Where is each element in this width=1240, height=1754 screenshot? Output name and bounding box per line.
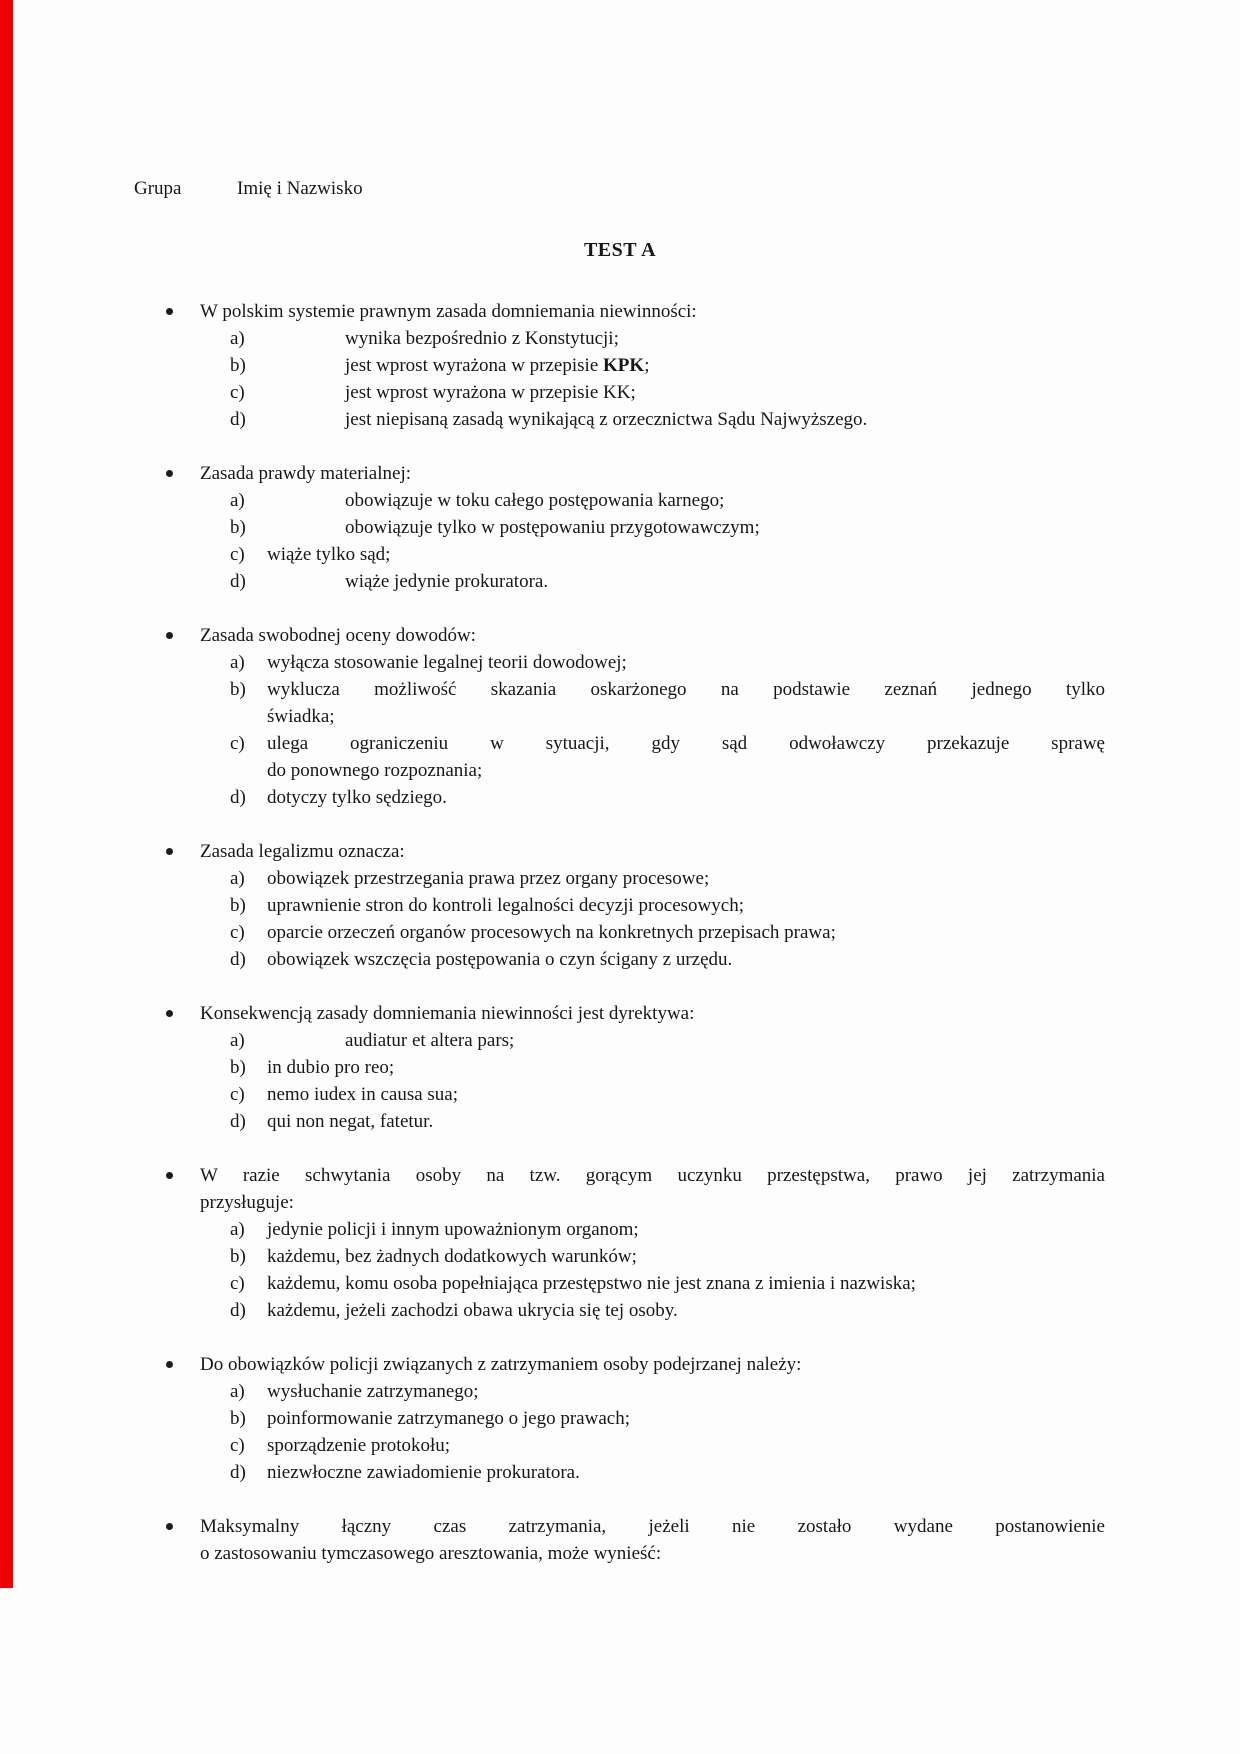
question-text [0,838,1240,865]
question-text-content [200,1513,1105,1567]
option-label: a) [230,490,245,511]
question [0,838,1240,973]
option-label: c) [230,1273,245,1294]
option [0,406,1240,433]
bullet-icon [166,1010,173,1017]
option [0,946,1240,973]
question [0,1351,1240,1486]
text-line: wyklucza możliwość skazania oskarżonego na podstawie zeznań jednego tylko [267,679,1105,700]
question [0,1162,1240,1324]
option [0,487,1240,514]
option-label: c) [230,544,245,565]
option [0,730,1240,784]
option-text: jedynie policji i innym upoważnionym organom; [267,1219,639,1240]
question-text [0,1351,1240,1378]
option [0,676,1240,730]
option [0,1378,1240,1405]
option-label: d) [230,571,246,592]
option-label: d) [230,1300,246,1321]
page-header [0,175,1240,202]
option-text: każdemu, komu osoba popełniająca przestępstwo nie jest znana z imienia i nazwiska; [267,1273,916,1294]
question-text [0,622,1240,649]
option-text: jest wprost wyrażona w przepisie KPK; [345,355,650,376]
option-text: obowiązuje tylko w postępowaniu przygotowawczym; [345,517,760,538]
option-text: jest wprost wyrażona w przepisie KK; [345,382,636,403]
option-label: d) [230,409,246,430]
option-label: b) [230,355,246,376]
option-text: in dubio pro reo; [267,1057,395,1078]
question-text [0,298,1240,325]
option-label: d) [230,1462,246,1483]
name-surname-label: Imię i Nazwisko [237,178,363,199]
questions [0,298,1240,1594]
option-label: c) [230,382,245,403]
option-text: wiąże tylko sąd; [267,544,391,565]
option-label: b) [230,1057,246,1078]
option-text: audiatur et altera pars; [345,1030,515,1051]
bullet-icon [166,1361,173,1368]
text-line: W razie schwytania osoby na tzw. gorącym uczynku przestępstwa, prawo jej zatrzymania [200,1165,1105,1186]
bullet-icon [166,308,173,315]
option-text: sporządzenie protokołu; [267,1435,451,1456]
text-line: ulega ograniczeniu w sytuacji, gdy sąd odwoławczy przekazuje sprawę [267,733,1105,754]
option-text: jest niepisaną zasadą wynikającą z orzecznictwa Sądu Najwyższego. [345,409,868,430]
option-label: d) [230,787,246,808]
option-text [267,730,1105,784]
option-text: obowiązek przestrzegania prawa przez organy procesowe; [267,868,710,889]
option-label: d) [230,1111,246,1132]
text-line: przysługuje: [200,1192,294,1213]
option-label: c) [230,1435,245,1456]
option-text: wyłącza stosowanie legalnej teorii dowodowej; [267,652,627,673]
bullet-icon [166,1523,173,1530]
option [0,892,1240,919]
option-text: nemo iudex in causa sua; [267,1084,459,1105]
option-text: każdemu, jeżeli zachodzi obawa ukrycia się tej osoby. [267,1300,678,1321]
option-text: wysłuchanie zatrzymanego; [267,1381,479,1402]
bullet-icon [166,1172,173,1179]
option-label: b) [230,517,246,538]
option [0,379,1240,406]
option-text: obowiązuje w toku całego postępowania karnego; [345,490,725,511]
option [0,1405,1240,1432]
question-text-content: Konsekwencją zasady domniemania niewinności jest dyrektywa: [200,1003,695,1024]
question-text-content: W polskim systemie prawnym zasada domniemania niewinności: [200,301,697,322]
text-line: do ponownego rozpoznania; [267,760,483,781]
option [0,325,1240,352]
option-label: a) [230,652,245,673]
option [0,541,1240,568]
question [0,622,1240,811]
option-text: wiąże jedynie prokuratora. [345,571,549,592]
option [0,1027,1240,1054]
question [0,1513,1240,1567]
option-label: c) [230,733,245,754]
option-label: a) [230,1219,245,1240]
option-label: a) [230,1381,245,1402]
option [0,352,1240,379]
question-text [0,1000,1240,1027]
option [0,784,1240,811]
option [0,1432,1240,1459]
question-text-content: Do obowiązków policji związanych z zatrzymaniem osoby podejrzanej należy: [200,1354,802,1375]
option-label: c) [230,1084,245,1105]
option-text: qui non negat, fatetur. [267,1111,434,1132]
option-text: obowiązek wszczęcia postępowania o czyn ścigany z urzędu. [267,949,733,970]
option-label: b) [230,679,246,700]
option-label: a) [230,868,245,889]
option-label: b) [230,895,246,916]
option-label: c) [230,922,245,943]
question-text-content [200,1162,1105,1216]
option [0,568,1240,595]
text-line: Maksymalny łączny czas zatrzymania, jeżeli nie zostało wydane postanowienie [200,1516,1105,1537]
option-text: oparcie orzeczeń organów procesowych na konkretnych przepisach prawa; [267,922,836,943]
question-text-content: Zasada prawdy materialnej: [200,463,412,484]
option [0,1081,1240,1108]
option [0,865,1240,892]
page-title: TEST A [583,239,657,261]
option-label: a) [230,328,245,349]
question-text [0,460,1240,487]
option [0,1459,1240,1486]
option [0,919,1240,946]
option-label: a) [230,1030,245,1051]
question-text [0,1513,1240,1567]
option-text: niezwłoczne zawiadomienie prokuratora. [267,1462,580,1483]
question [0,1000,1240,1135]
option [0,1243,1240,1270]
question-text-content: Zasada swobodnej oceny dowodów: [200,625,476,646]
option-text: poinformowanie zatrzymanego o jego prawach; [267,1408,630,1429]
option-label: b) [230,1246,246,1267]
option-text: wynika bezpośrednio z Konstytucji; [345,328,619,349]
bullet-icon [166,632,173,639]
option [0,649,1240,676]
option [0,1297,1240,1324]
option [0,1270,1240,1297]
text-line: świadka; [267,706,335,727]
option [0,514,1240,541]
option-text [267,676,1105,730]
option [0,1054,1240,1081]
text-line: o zastosowaniu tymczasowego aresztowania, może wynieść: [200,1543,662,1564]
option [0,1216,1240,1243]
group-label: Grupa [134,178,182,199]
question-text-content: Zasada legalizmu oznacza: [200,841,405,862]
option [0,1108,1240,1135]
option-text: każdemu, bez żadnych dodatkowych warunków; [267,1246,637,1267]
bullet-icon [166,848,173,855]
option-text: dotyczy tylko sędziego. [267,787,447,808]
option-text: uprawnienie stron do kontroli legalności decyzji procesowych; [267,895,744,916]
bullet-icon [166,470,173,477]
option-label: b) [230,1408,246,1429]
question [0,460,1240,595]
question-text [0,1162,1240,1216]
question [0,298,1240,433]
option-label: d) [230,949,246,970]
